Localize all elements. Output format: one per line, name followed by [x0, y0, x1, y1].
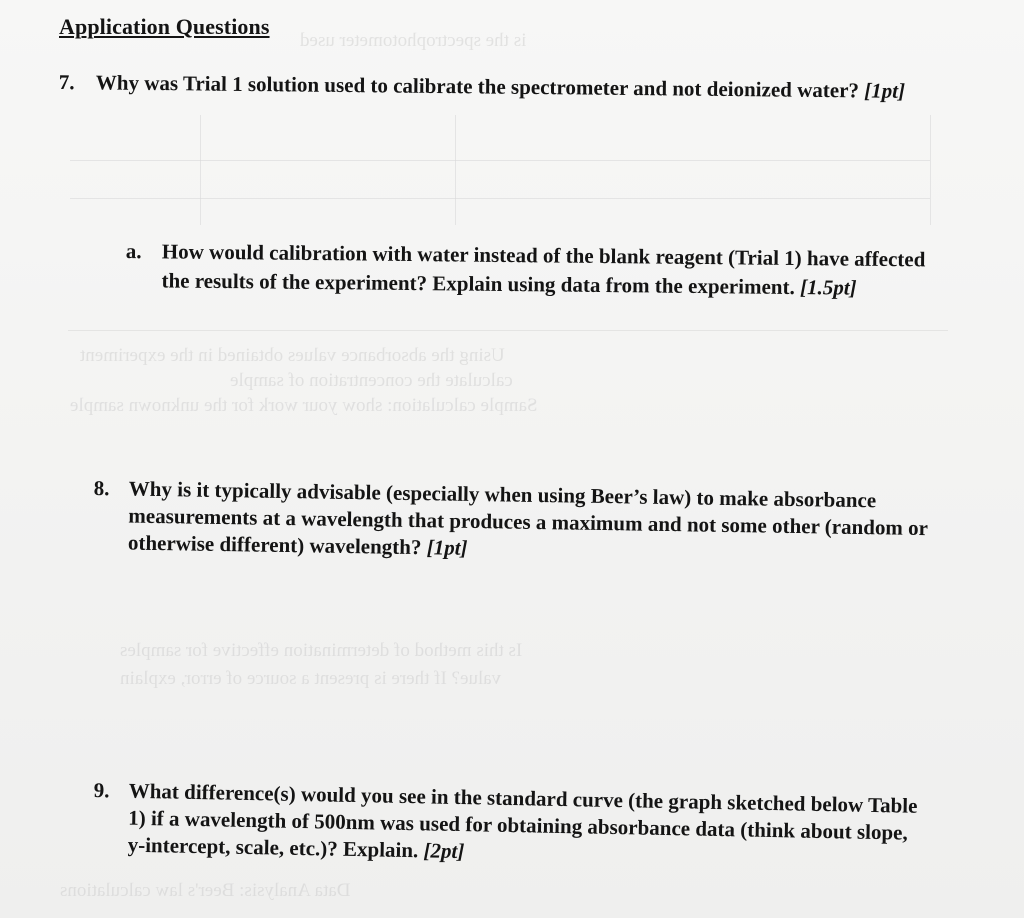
bleed-through-box: [68, 330, 948, 331]
question-8: [93, 475, 934, 569]
question-text: [127, 778, 923, 874]
question-points: [1pt]: [864, 78, 906, 103]
question-prompt: Why was Trial 1 solution used to calibrate the spectrometer and not deionized water?: [95, 70, 860, 103]
question-prompt: How would calibration with water instead of the blank reagent (Trial 1) have affected the results of the experiment? Explain using data from the experiment.: [161, 239, 926, 300]
question-9: [92, 777, 923, 874]
question-points: [1.5pt]: [799, 275, 857, 300]
bleed-through-text: Sample calculation: show your work for the unknown sample: [70, 395, 538, 416]
question-prompt: What difference(s) would you see in the standard curve (the graph sketched below Table 1) if a wavelength of 500nm was used for obtaining absorbance data (think about slope, y-intercept, scale, etc.)? Explain.: [127, 778, 918, 863]
bleed-through-text: is the spectrophotometer used: [300, 30, 527, 51]
section-heading: Application Questions: [59, 14, 270, 39]
bleed-through-table-line: [455, 115, 456, 225]
subquestion-label: a.: [125, 238, 142, 264]
question-7: [59, 67, 959, 107]
question-number: 7.: [58, 69, 75, 95]
question-text: [161, 237, 956, 303]
question-points: [2pt]: [423, 838, 465, 864]
bleed-through-text: Using the absorbance values obtained in the experiment: [80, 345, 505, 366]
bleed-through-text: calculate the concentration of sample: [230, 370, 513, 391]
question-7a: [125, 237, 956, 304]
bleed-through-table-line: [930, 115, 931, 225]
bleed-through-table-line: [200, 115, 201, 225]
bleed-through-table-line: [70, 160, 930, 161]
bleed-through-text: Data Analysis: Beer's law calculations: [60, 880, 351, 901]
question-prompt: Why is it typically advisable (especially when using Beer’s law) to make absorbance measurements at a wavelength that produces a maximum and not some other (random or otherwise different) wavelength?: [127, 476, 928, 560]
bleed-through-text: value? If there is present a source of error, explain: [120, 668, 502, 689]
bleed-through-table-line: [70, 198, 930, 199]
question-text: [128, 476, 934, 570]
question-text: [96, 67, 959, 107]
question-points: [1pt]: [426, 535, 468, 560]
question-number: 9.: [93, 777, 110, 803]
question-number: 8.: [93, 475, 110, 501]
bleed-through-text: Is this method of determination effective for samples: [120, 640, 523, 661]
